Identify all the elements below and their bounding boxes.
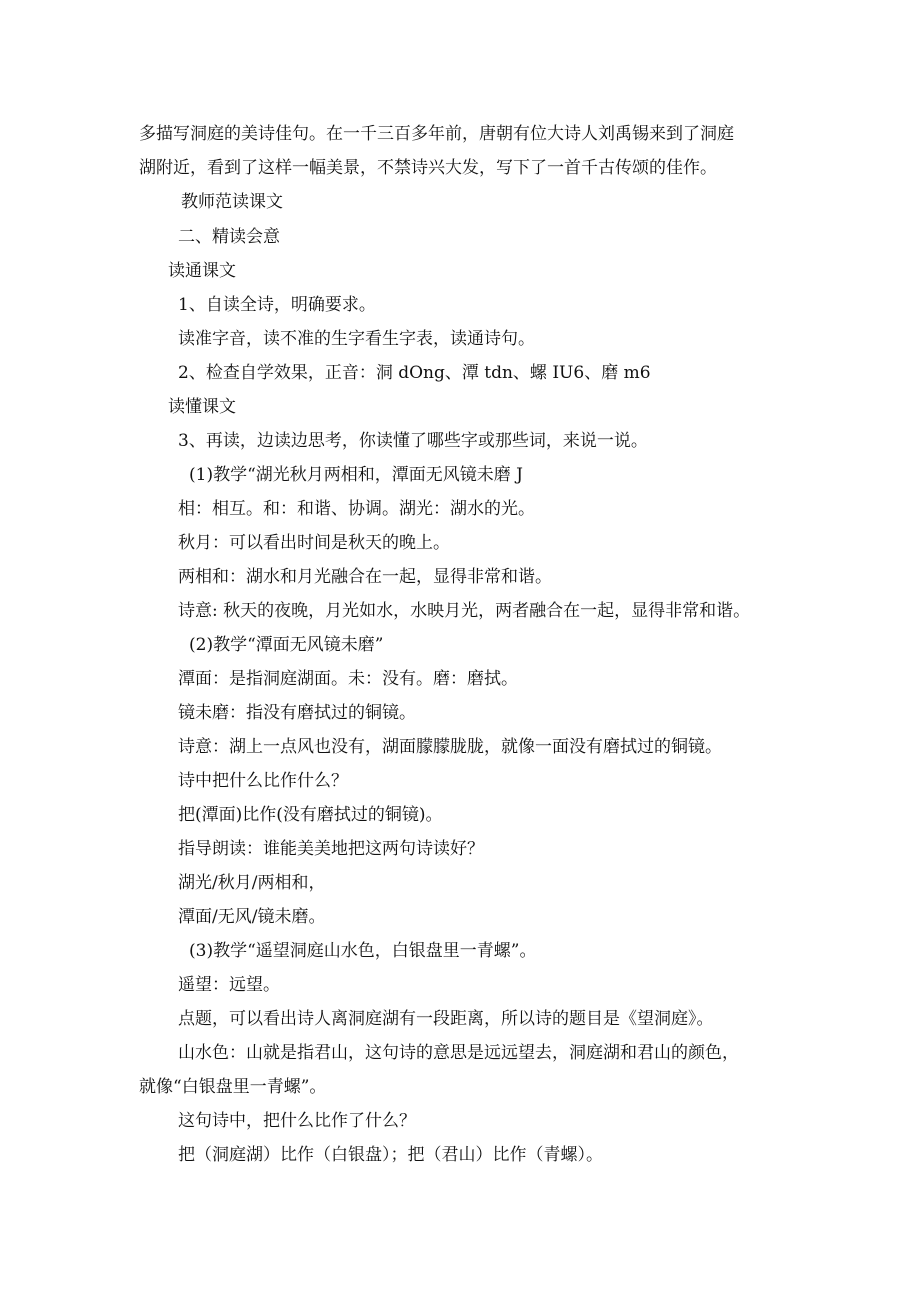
paragraph-line: 1、自读全诗，明确要求。 — [178, 295, 376, 315]
paragraph-line: 诗意：湖上一点风也没有，湖面朦朦胧胧，就像一面没有磨拭过的铜镜。 — [178, 737, 722, 757]
paragraph-line: 遥望：远望。 — [178, 975, 280, 995]
paragraph-line: (1)教学“湖光秋月两相和，潭面无风镜未磨 J — [189, 465, 523, 485]
paragraph-line: 这句诗中，把什么比作了什么？ — [178, 1111, 416, 1131]
section-heading: 读通课文 — [168, 261, 236, 281]
paragraph-line: (3)教学“遥望洞庭山水色，白银盘里一青螺”。 — [189, 941, 537, 961]
paragraph-line: 秋月：可以看出时间是秋天的晚上。 — [178, 533, 450, 553]
paragraph-line: 点题，可以看出诗人离洞庭湖有一段距离，所以诗的题目是《望洞庭》。 — [178, 1009, 714, 1029]
paragraph-line: 潭面：是指洞庭湖面。未：没有。磨：磨拭。 — [178, 669, 518, 689]
paragraph-line: 两相和：湖水和月光融合在一起，显得非常和谐。 — [178, 567, 552, 587]
paragraph-line: 潭面/无风/镜未磨。 — [178, 907, 326, 927]
paragraph-line: (2)教学“潭面无风镜未磨” — [189, 635, 384, 655]
paragraph-line: 读准字音，读不准的生字看生字表，读通诗句。 — [178, 329, 535, 349]
paragraph-line: 湖附近，看到了这样一幅美景，不禁诗兴大发，写下了一首千古传颂的佳作。 — [139, 158, 717, 178]
paragraph-line: 3、再读，边读边思考，你读懂了哪些字或那些词，来说一说。 — [178, 431, 648, 451]
section-heading: 读懂课文 — [168, 397, 236, 417]
paragraph-line: 湖光/秋月/两相和， — [178, 873, 326, 893]
paragraph-line: 把（洞庭湖）比作（白银盘）；把（君山）比作（青螺）。 — [178, 1145, 603, 1165]
paragraph-line: 就像“白银盘里一青螺”。 — [139, 1077, 327, 1097]
paragraph-line: 2、检查自学效果，正音：洞 dOng、潭 tdn、螺 IU6、磨 m6 — [178, 363, 651, 383]
section-heading: 二、精读会意 — [178, 227, 280, 247]
paragraph-line: 诗意: 秋天的夜晚，月光如水，水映月光，两者融合在一起，显得非常和谐。 — [178, 601, 751, 621]
paragraph-line: 相：相互。和：和谐、协调。湖光：湖水的光。 — [178, 499, 535, 519]
paragraph-line: 诗中把什么比作什么？ — [178, 771, 348, 791]
paragraph-line: 多描写洞庭的美诗佳句。在一千三百多年前，唐朝有位大诗人刘禹锡来到了洞庭 — [139, 124, 734, 144]
paragraph-line: 山水色：山就是指君山，这句诗的意思是远远望去，洞庭湖和君山的颜色， — [178, 1043, 739, 1063]
paragraph-line: 镜未磨：指没有磨拭过的铜镜。 — [178, 703, 416, 723]
paragraph-line: 指导朗读：谁能美美地把这两句诗读好？ — [178, 839, 484, 859]
section-heading: 教师范读课文 — [181, 192, 283, 212]
paragraph-line: 把(潭面)比作(没有磨拭过的铜镜)。 — [178, 805, 443, 825]
